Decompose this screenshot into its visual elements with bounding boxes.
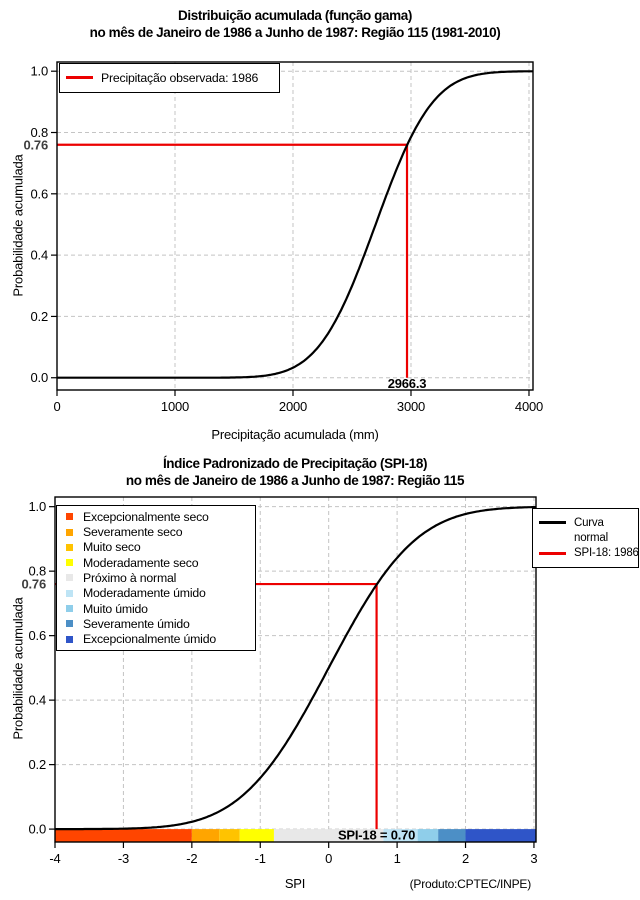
chart2-y-tick-label: 0.4 [28,692,46,708]
legend-line-sample [539,521,566,524]
legend-item-label: Excepcionalmente seco [83,509,209,524]
legend-item-label: Moderadamente seco [83,555,199,570]
chart2-y-tick-label: 0.6 [28,628,46,644]
legend-color-swatch [66,620,73,627]
chart2-xlabel: SPI [284,876,306,891]
legend-color-swatch [66,513,73,520]
chart1-x-tick-label: 4000 [514,399,544,414]
chart2-credit: (Produto:CPTEC/INPE) [409,877,531,891]
legend-color-swatch [66,544,73,551]
chart1-y-tick-label: 0.0 [30,370,48,386]
chart1-xlabel: Precipitação acumulada (mm) [211,427,379,442]
chart2-marker-y-label: 0.76 [21,576,46,592]
legend-item [539,546,639,561]
chart2-marker-x-label: SPI-18 = 0.70 [337,827,416,843]
legend-item-label: Muito úmido [83,601,148,616]
legend-item-label: Curva [574,516,604,529]
chart2-x-tick-label: -4 [49,851,61,866]
chart2-title: Índice Padronizado de Precipitação (SPI-18) [162,456,428,471]
legend-item [63,586,249,601]
chart1-plot-box [57,62,533,390]
legend-item-label: Severamente seco [83,525,183,539]
legend-item [63,540,249,555]
chart2-y-tick-label: 0.8 [28,563,46,579]
legend-item-label: Excepcionalmente úmido [83,632,216,647]
legend-item [63,570,249,585]
legend-color-swatch [66,605,73,612]
chart1-x-tick-label: 3000 [396,399,426,414]
legend-item [63,524,249,539]
legend-item [63,616,249,631]
spi-colorbar-segment [418,829,439,842]
legend-color-swatch [66,559,73,566]
legend-item [63,509,249,524]
chart1-ylabel: Probabilidade acumulada [10,154,26,297]
chart1-legend [59,63,280,93]
legend-item [66,70,273,85]
chart1-cdf-curve [57,71,533,377]
legend-item-label: Precipitação observada: 1986 [101,70,259,85]
legend-line-sample [539,552,566,555]
chart1-y-tick-label: 1.0 [30,63,48,79]
legend-item-label: Próximo à normal [83,570,177,585]
legend-color-swatch [66,636,73,643]
spi-colorbar-segment [240,829,274,842]
chart1-x-tick-label: 1000 [160,399,190,414]
chart2-y-tick-label: 0.0 [28,821,46,837]
chart2-x-tick-label: 3 [530,851,538,866]
chart1-x-tick-label: 2000 [278,399,308,414]
chart2-x-tick-label: 0 [325,851,333,866]
chart2-y-tick-label: 0.2 [28,757,46,773]
chart1-subtitle: no mês de Janeiro de 1986 a Junho de 1987: Região 115 (1981-2010) [89,25,501,40]
spi-colorbar-segment [55,829,192,842]
spi-colorbar-segment [466,829,536,842]
chart1-title: Distribuição acumulada (função gama) [178,8,412,23]
chart2-x-tick-label: -3 [117,851,130,866]
legend-item-label: Muito seco [83,540,141,555]
chart2-x-tick-label: 2 [462,851,470,866]
chart1-x-tick-label: 0 [53,399,61,414]
chart2-curves-legend [532,508,639,568]
chart2-x-tick-label: -1 [254,851,266,866]
chart1-y-tick-label: 0.4 [30,247,48,263]
spi-classes-legend [56,505,256,651]
chart1-y-tick-label: 0.8 [30,125,48,141]
legend-item [63,601,249,616]
chart1-marker-x-label: 2966.3 [387,376,427,391]
chart2-x-tick-label: -2 [186,851,198,866]
chart2-subtitle: no mês de Janeiro de 1986 a Junho de 1987: Região 115 [125,473,465,488]
legend-line-sample [66,76,93,79]
chart1-y-tick-label: 0.2 [30,308,48,324]
spi-colorbar-segment [192,829,219,842]
legend-item-label: SPI-18: 1986 [574,547,639,560]
legend-item-label: Severamente úmido [83,616,190,631]
chart1-marker-y-label: 0.76 [23,137,48,153]
chart1-y-tick-label: 0.6 [30,186,48,202]
legend-item-label: Moderadamente úmido [83,586,206,601]
chart2-x-tick-label: 1 [393,851,401,866]
legend-item [63,555,249,570]
legend-color-swatch [66,529,73,536]
spi-colorbar-segment [219,829,240,842]
chart2-y-tick-label: 1.0 [28,499,46,515]
legend-item [63,632,249,647]
legend-item-wrap [539,530,632,545]
spi-colorbar-segment [438,829,465,842]
legend-color-swatch [66,574,73,581]
legend-item-label: normal [574,531,608,544]
chart2-ylabel: Probabilidade acumulada [10,597,26,740]
legend-color-swatch [66,590,73,597]
legend-item [539,515,632,530]
